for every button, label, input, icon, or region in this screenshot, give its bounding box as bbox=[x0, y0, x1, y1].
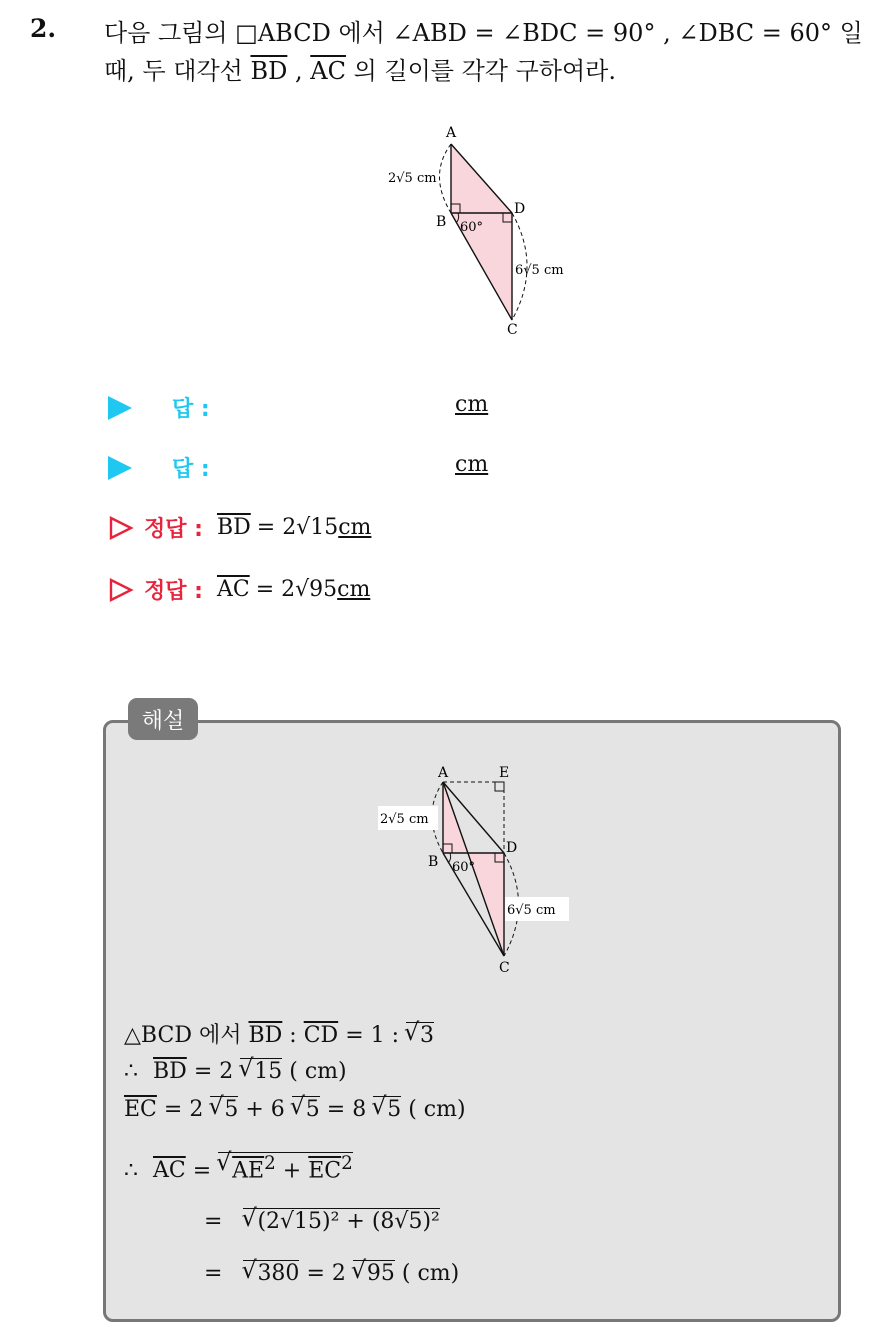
answer-unit-bd: cm bbox=[338, 515, 372, 540]
vertex-a: A bbox=[438, 765, 449, 781]
side-ab-length: 2√5 cm bbox=[380, 812, 429, 827]
outline-arrow-icon bbox=[108, 515, 134, 541]
segment-ec: $\overline{EC}$ bbox=[308, 1158, 342, 1184]
vertex-b: B bbox=[428, 854, 439, 870]
outline-arrow-icon bbox=[108, 577, 134, 603]
solution-line-4 bbox=[124, 1152, 353, 1184]
therefore-symbol: ∴ bbox=[124, 1059, 138, 1084]
solution-line-6 bbox=[204, 1260, 459, 1286]
angle-label: 60° bbox=[452, 860, 476, 875]
solution-tag: 해설 bbox=[128, 698, 198, 740]
segment-ae: $\overline{AE}$ bbox=[232, 1158, 265, 1184]
comma: , bbox=[294, 57, 303, 85]
text: = bbox=[192, 1158, 212, 1184]
vertex-d: D bbox=[514, 201, 526, 217]
solution-line-2 bbox=[124, 1058, 347, 1084]
segment-bd: $\overline{BD}$ bbox=[250, 57, 288, 85]
solution-line-1 bbox=[124, 1018, 434, 1049]
answer-row-1 bbox=[108, 392, 210, 423]
answer-value-bd: = 2√15 bbox=[256, 515, 339, 540]
text: + bbox=[282, 1158, 302, 1184]
superscript: 2 bbox=[341, 1153, 353, 1174]
question-number: 2. bbox=[30, 14, 57, 43]
side-dc-length: 6√5 cm bbox=[507, 903, 556, 918]
unit: ( cm) bbox=[289, 1059, 347, 1084]
sqrt-ae-ec bbox=[218, 1152, 353, 1184]
segment-bd: $\overline{BD}$ bbox=[153, 1059, 187, 1084]
vertex-b: B bbox=[436, 214, 447, 230]
vertex-a: A bbox=[446, 125, 457, 141]
angle-label: 60° bbox=[460, 220, 484, 235]
answer-unit-1: cm bbox=[455, 392, 489, 417]
unit: ( cm) bbox=[401, 1261, 460, 1286]
text: = bbox=[204, 1209, 223, 1234]
segment-ac: $\overline{AC}$ bbox=[310, 57, 346, 85]
sqrt-expression: √ (2√15)² + (8√5)² bbox=[243, 1208, 439, 1234]
text: = 8 bbox=[326, 1097, 367, 1122]
answer-segment-bd: $\overline{BD}$ bbox=[216, 515, 251, 540]
therefore-symbol: ∴ bbox=[124, 1158, 138, 1184]
correct-answer-row-2 bbox=[108, 574, 370, 605]
sqrt-95: √ 95 bbox=[353, 1260, 395, 1286]
line2-prefix: 때, 두 대각선 bbox=[104, 57, 243, 85]
text: = bbox=[204, 1261, 223, 1286]
vertex-d: D bbox=[506, 840, 518, 856]
text: = 2 bbox=[163, 1097, 204, 1122]
answer-unit-ac: cm bbox=[337, 577, 371, 602]
solution-line-5 bbox=[204, 1208, 440, 1234]
answer-row-2 bbox=[108, 452, 210, 483]
play-arrow-icon bbox=[108, 396, 132, 420]
segment-ac: $\overline{AC}$ bbox=[153, 1158, 186, 1184]
correct-answer-label: 정답 : bbox=[144, 579, 203, 604]
correct-answer-row-1 bbox=[108, 512, 371, 543]
superscript: 2 bbox=[264, 1153, 276, 1174]
question-text bbox=[104, 14, 864, 90]
question-line-1: 다음 그림의 □ABCD 에서 ∠ABD = ∠BDC = 90° , ∠DBC = 60° 일 bbox=[104, 19, 863, 47]
unit: ( cm) bbox=[408, 1097, 466, 1122]
text: = 2 bbox=[306, 1261, 346, 1286]
segment-cd: $\overline{CD}$ bbox=[303, 1023, 339, 1048]
text: : bbox=[289, 1023, 297, 1048]
sqrt-5: √ 5 bbox=[210, 1096, 238, 1122]
side-ab-length: 2√5 cm bbox=[388, 171, 437, 186]
segment-ec: $\overline{EC}$ bbox=[124, 1097, 157, 1122]
text: = 1 : bbox=[345, 1023, 400, 1048]
side-dc-length: 6√5 cm bbox=[515, 263, 564, 278]
text: △BCD 에서 bbox=[124, 1023, 242, 1048]
answer-segment-ac: $\overline{AC}$ bbox=[216, 577, 250, 602]
answer-value-ac: = 2√95 bbox=[255, 577, 338, 602]
correct-answer-label: 정답 : bbox=[144, 517, 203, 542]
text: + 6 bbox=[245, 1097, 285, 1122]
question-line-2 bbox=[104, 52, 864, 90]
vertex-e: E bbox=[499, 765, 510, 781]
sqrt-5: √ 5 bbox=[373, 1096, 401, 1122]
line2-suffix: 의 길이를 각각 구하여라. bbox=[353, 57, 616, 85]
segment-bd: $\overline{BD}$ bbox=[248, 1023, 283, 1048]
sqrt-15: √ 15 bbox=[240, 1058, 282, 1084]
play-arrow-icon bbox=[108, 456, 132, 480]
solution-line-3 bbox=[124, 1096, 466, 1122]
answer-label: 답 : bbox=[172, 457, 210, 482]
sqrt-5: √ 5 bbox=[292, 1096, 320, 1122]
solution-figure bbox=[375, 762, 575, 982]
sqrt-380: √ 380 bbox=[243, 1260, 299, 1286]
answer-unit-2: cm bbox=[455, 452, 489, 477]
vertex-c: C bbox=[507, 322, 518, 338]
vertex-c: C bbox=[499, 960, 510, 976]
quadrilateral-figure bbox=[380, 120, 590, 345]
text: = 2 bbox=[193, 1059, 234, 1084]
answer-label: 답 : bbox=[172, 397, 210, 422]
sqrt-3: √ 3 bbox=[406, 1022, 434, 1048]
